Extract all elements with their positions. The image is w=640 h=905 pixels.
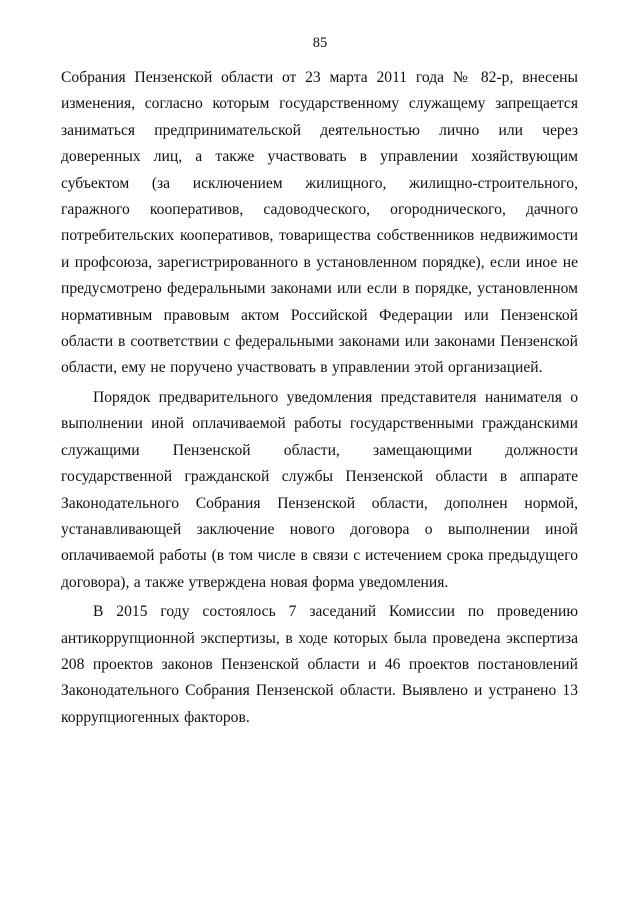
paragraph-anticorruption-expertise: В 2015 году состоялось 7 заседаний Комиссии по проведению антикоррупционной экспертизы, в ходе которых была проведена экспертиза 208 проектов законов Пензенской области и 46 проектов постановлений Законодательного Собрания Пензенской области. Выявлено и устранено 13 коррупциогенных факторов. (61, 603, 578, 726)
paragraph-continuation: Собрания Пензенской области от 23 марта 2011 года № 82-р, внесены изменения, согласно которым государственному служащему запрещается заниматься предпринимательской деятельностью лично или через доверенных лиц, а также участвовать в управлении хозяйствующим субъектом (за исключением жилищного, жилищно-строительного, гаражного кооперативов, садоводческого, огороднического, дачного потребительских кооперативов, товарищества собственников недвижимости и профсоюза, зарегистрированного в установленном порядке), если иное не предусмотрено федеральными законами или если в порядке, установленном нормативным правовым актом Российской Федерации или Пензенской области в соответствии с федеральными законами или законами Пензенской области, ему не поручено участвовать в управлении этой организацией. (61, 69, 578, 377)
paragraph-notification-procedure: Порядок предварительного уведомления представителя нанимателя о выполнении иной оплачиваемой работы государственными гражданскими служащими Пензенской области, замещающими должности государственной гражданской службы Пензенской области в аппарате Законодательного Собрания Пензенской области, дополнен нормой, устанавливающей заключение нового договора о выполнении иной оплачиваемой работы (в том числе в связи с истечением срока предыдущего договора), а также утверждена новая форма уведомления. (61, 388, 578, 591)
page-body (61, 65, 578, 731)
page-number: 85 (312, 35, 328, 51)
